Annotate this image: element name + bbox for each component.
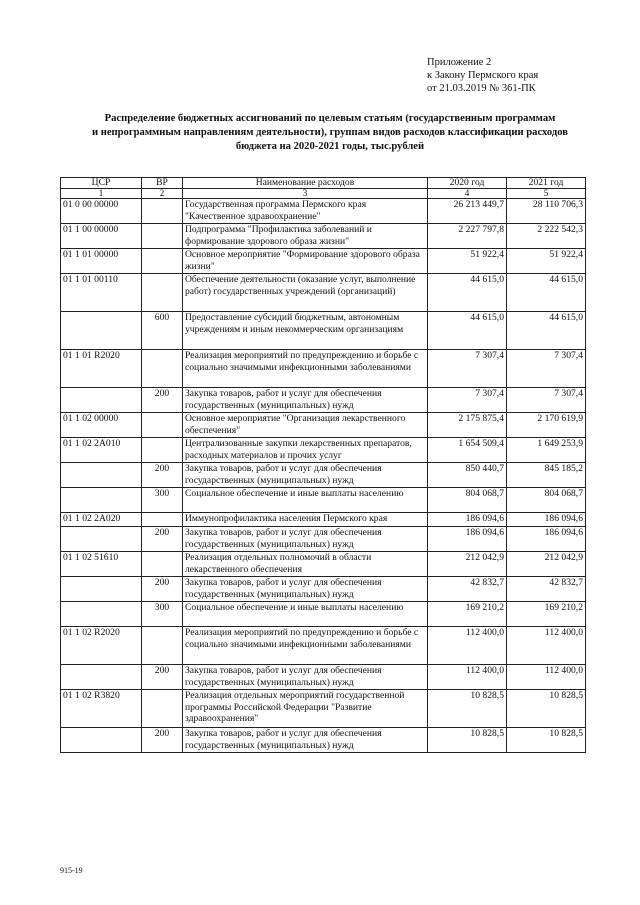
title-line-3: бюджета на 2020-2021 годы, тыс.рублей: [235, 141, 425, 152]
vr-cell: [142, 438, 183, 463]
amount-2021-cell: 42 832,7: [507, 577, 586, 602]
vr-cell: 200: [142, 527, 183, 552]
amount-2021-cell: 1 649 253,9: [507, 438, 586, 463]
table-row: [61, 728, 586, 753]
col-number: 1: [61, 189, 142, 199]
amount-2021-cell: 169 210,2: [507, 602, 586, 627]
amount-2020-cell: 1 654 509,4: [428, 438, 507, 463]
vr-cell: [142, 224, 183, 249]
appendix-block: [427, 56, 538, 95]
csr-cell: 01 1 02 00000: [61, 413, 142, 438]
amount-2021-cell: 44 615,0: [507, 312, 586, 350]
amount-2020-cell: 51 922,4: [428, 249, 507, 274]
csr-cell: 01 1 02 51610: [61, 552, 142, 577]
name-cell: Реализация мероприятий по предупреждению и борьбе с социально значимыми инфекционными заболеваниями: [183, 350, 428, 388]
vr-cell: [142, 627, 183, 665]
table-row: [61, 665, 586, 690]
appendix-line-2: к Закону Пермского края: [427, 70, 539, 81]
amount-2020-cell: 7 307,4: [428, 388, 507, 413]
title-line-2: и непрограммным направлениям деятельности), группам видов расходов классификации расходов: [91, 127, 569, 138]
vr-cell: 200: [142, 388, 183, 413]
name-cell: Государственная программа Пермского края "Качественное здравоохранение": [183, 199, 428, 224]
table-row: [61, 513, 586, 527]
csr-cell: [61, 463, 142, 488]
name-cell: Закупка товаров, работ и услуг для обеспечения государственных (муниципальных) нужд: [183, 388, 428, 413]
footer-code: 915-19: [60, 866, 83, 875]
amount-2021-cell: 10 828,5: [507, 690, 586, 728]
col-number: 2: [142, 189, 183, 199]
vr-cell: 300: [142, 488, 183, 513]
csr-cell: [61, 312, 142, 350]
csr-cell: 01 1 02 R2020: [61, 627, 142, 665]
amount-2020-cell: 44 615,0: [428, 274, 507, 312]
vr-cell: 600: [142, 312, 183, 350]
amount-2021-cell: 212 042,9: [507, 552, 586, 577]
table-row: [61, 690, 586, 728]
table-row: [61, 577, 586, 602]
name-cell: Подпрограмма "Профилактика заболеваний и формирование здорового образа жизни": [183, 224, 428, 249]
amount-2020-cell: 212 042,9: [428, 552, 507, 577]
csr-cell: [61, 527, 142, 552]
csr-cell: 01 1 02 R3820: [61, 690, 142, 728]
table-row: [61, 438, 586, 463]
amount-2020-cell: 7 307,4: [428, 350, 507, 388]
vr-cell: [142, 199, 183, 224]
csr-cell: 01 1 01 00000: [61, 249, 142, 274]
amount-2021-cell: 44 615,0: [507, 274, 586, 312]
vr-cell: [142, 690, 183, 728]
table-row: [61, 274, 586, 312]
vr-cell: 200: [142, 577, 183, 602]
amount-2020-cell: 169 210,2: [428, 602, 507, 627]
name-cell: Закупка товаров, работ и услуг для обеспечения государственных (муниципальных) нужд: [183, 463, 428, 488]
amount-2020-cell: 850 440,7: [428, 463, 507, 488]
amount-2021-cell: 28 110 706,3: [507, 199, 586, 224]
csr-cell: 01 1 01 00110: [61, 274, 142, 312]
column-number-row: [61, 189, 586, 199]
csr-cell: 01 1 00 00000: [61, 224, 142, 249]
table-header-row: [61, 178, 586, 189]
name-cell: Иммунопрофилактика населения Пермского края: [183, 513, 428, 527]
title-line-1: Распределение бюджетных ассигнований по целевым статьям (государственным программам: [104, 113, 556, 124]
amount-2021-cell: 804 068,7: [507, 488, 586, 513]
vr-cell: 200: [142, 665, 183, 690]
budget-table: [60, 177, 586, 753]
header-name: Наименование расходов: [183, 178, 428, 189]
vr-cell: 300: [142, 602, 183, 627]
amount-2021-cell: 7 307,4: [507, 388, 586, 413]
table-row: [61, 388, 586, 413]
amount-2021-cell: 2 170 619,9: [507, 413, 586, 438]
table-row: [61, 627, 586, 665]
amount-2020-cell: 2 175 875,4: [428, 413, 507, 438]
header-2021: 2021 год: [507, 178, 586, 189]
name-cell: Закупка товаров, работ и услуг для обеспечения государственных (муниципальных) нужд: [183, 665, 428, 690]
amount-2020-cell: 26 213 449,7: [428, 199, 507, 224]
csr-cell: [61, 488, 142, 513]
amount-2021-cell: 7 307,4: [507, 350, 586, 388]
vr-cell: [142, 552, 183, 577]
vr-cell: 200: [142, 728, 183, 753]
name-cell: Основное мероприятие "Формирование здорового образа жизни": [183, 249, 428, 274]
vr-cell: [142, 413, 183, 438]
amount-2021-cell: 845 185,2: [507, 463, 586, 488]
table-row: [61, 224, 586, 249]
amount-2020-cell: 112 400,0: [428, 627, 507, 665]
table-row: [61, 552, 586, 577]
csr-cell: [61, 602, 142, 627]
csr-cell: 01 0 00 00000: [61, 199, 142, 224]
amount-2020-cell: 10 828,5: [428, 728, 507, 753]
document-title: [60, 112, 600, 154]
csr-cell: 01 1 02 2А010: [61, 438, 142, 463]
vr-cell: [142, 249, 183, 274]
amount-2021-cell: 2 222 542,3: [507, 224, 586, 249]
vr-cell: [142, 350, 183, 388]
appendix-line-1: Приложение 2: [427, 57, 492, 68]
amount-2021-cell: 186 094,6: [507, 527, 586, 552]
amount-2020-cell: 44 615,0: [428, 312, 507, 350]
name-cell: Реализация отдельных мероприятий государственной программы Российской Федерации "Развитие здравоохранения": [183, 690, 428, 728]
table-row: [61, 199, 586, 224]
vr-cell: [142, 274, 183, 312]
name-cell: Централизованные закупки лекарственных препаратов, расходных материалов и прочих услуг: [183, 438, 428, 463]
vr-cell: 200: [142, 463, 183, 488]
name-cell: Социальное обеспечение и иные выплаты населению: [183, 602, 428, 627]
table-row: [61, 312, 586, 350]
amount-2020-cell: 186 094,6: [428, 513, 507, 527]
table-row: [61, 527, 586, 552]
name-cell: Реализация отдельных полномочий в области лекарственного обеспечения: [183, 552, 428, 577]
appendix-line-3: от 21.03.2019 № 361-ПК: [427, 83, 536, 94]
col-number: 5: [507, 189, 586, 199]
table-row: [61, 488, 586, 513]
header-csr: ЦСР: [61, 178, 142, 189]
amount-2020-cell: 2 227 797,8: [428, 224, 507, 249]
csr-cell: [61, 665, 142, 690]
name-cell: Предоставление субсидий бюджетным, автономным учреждениям и иным некоммерческим организациям: [183, 312, 428, 350]
csr-cell: 01 1 01 R2020: [61, 350, 142, 388]
name-cell: Реализация мероприятий по предупреждению и борьбе с социально значимыми инфекционными заболеваниями: [183, 627, 428, 665]
amount-2021-cell: 51 922,4: [507, 249, 586, 274]
table-row: [61, 463, 586, 488]
amount-2021-cell: 10 828,5: [507, 728, 586, 753]
csr-cell: [61, 728, 142, 753]
name-cell: Закупка товаров, работ и услуг для обеспечения государственных (муниципальных) нужд: [183, 527, 428, 552]
csr-cell: 01 1 02 2А020: [61, 513, 142, 527]
name-cell: Социальное обеспечение и иные выплаты населению: [183, 488, 428, 513]
table-row: [61, 413, 586, 438]
name-cell: Закупка товаров, работ и услуг для обеспечения государственных (муниципальных) нужд: [183, 728, 428, 753]
name-cell: Основное мероприятие "Организация лекарственного обеспечения": [183, 413, 428, 438]
name-cell: Обеспечение деятельности (оказание услуг, выполнение работ) государственных учреждений (организаций): [183, 274, 428, 312]
col-number: 3: [183, 189, 428, 199]
table-row: [61, 249, 586, 274]
csr-cell: [61, 577, 142, 602]
header-2020: 2020 год: [428, 178, 507, 189]
name-cell: Закупка товаров, работ и услуг для обеспечения государственных (муниципальных) нужд: [183, 577, 428, 602]
amount-2020-cell: 112 400,0: [428, 665, 507, 690]
vr-cell: [142, 513, 183, 527]
amount-2020-cell: 10 828,5: [428, 690, 507, 728]
amount-2021-cell: 112 400,0: [507, 627, 586, 665]
header-vr: ВР: [142, 178, 183, 189]
amount-2020-cell: 804 068,7: [428, 488, 507, 513]
amount-2021-cell: 186 094,6: [507, 513, 586, 527]
table-row: [61, 350, 586, 388]
table-row: [61, 602, 586, 627]
amount-2020-cell: 42 832,7: [428, 577, 507, 602]
table-body: [61, 199, 586, 753]
amount-2021-cell: 112 400,0: [507, 665, 586, 690]
amount-2020-cell: 186 094,6: [428, 527, 507, 552]
csr-cell: [61, 388, 142, 413]
col-number: 4: [428, 189, 507, 199]
